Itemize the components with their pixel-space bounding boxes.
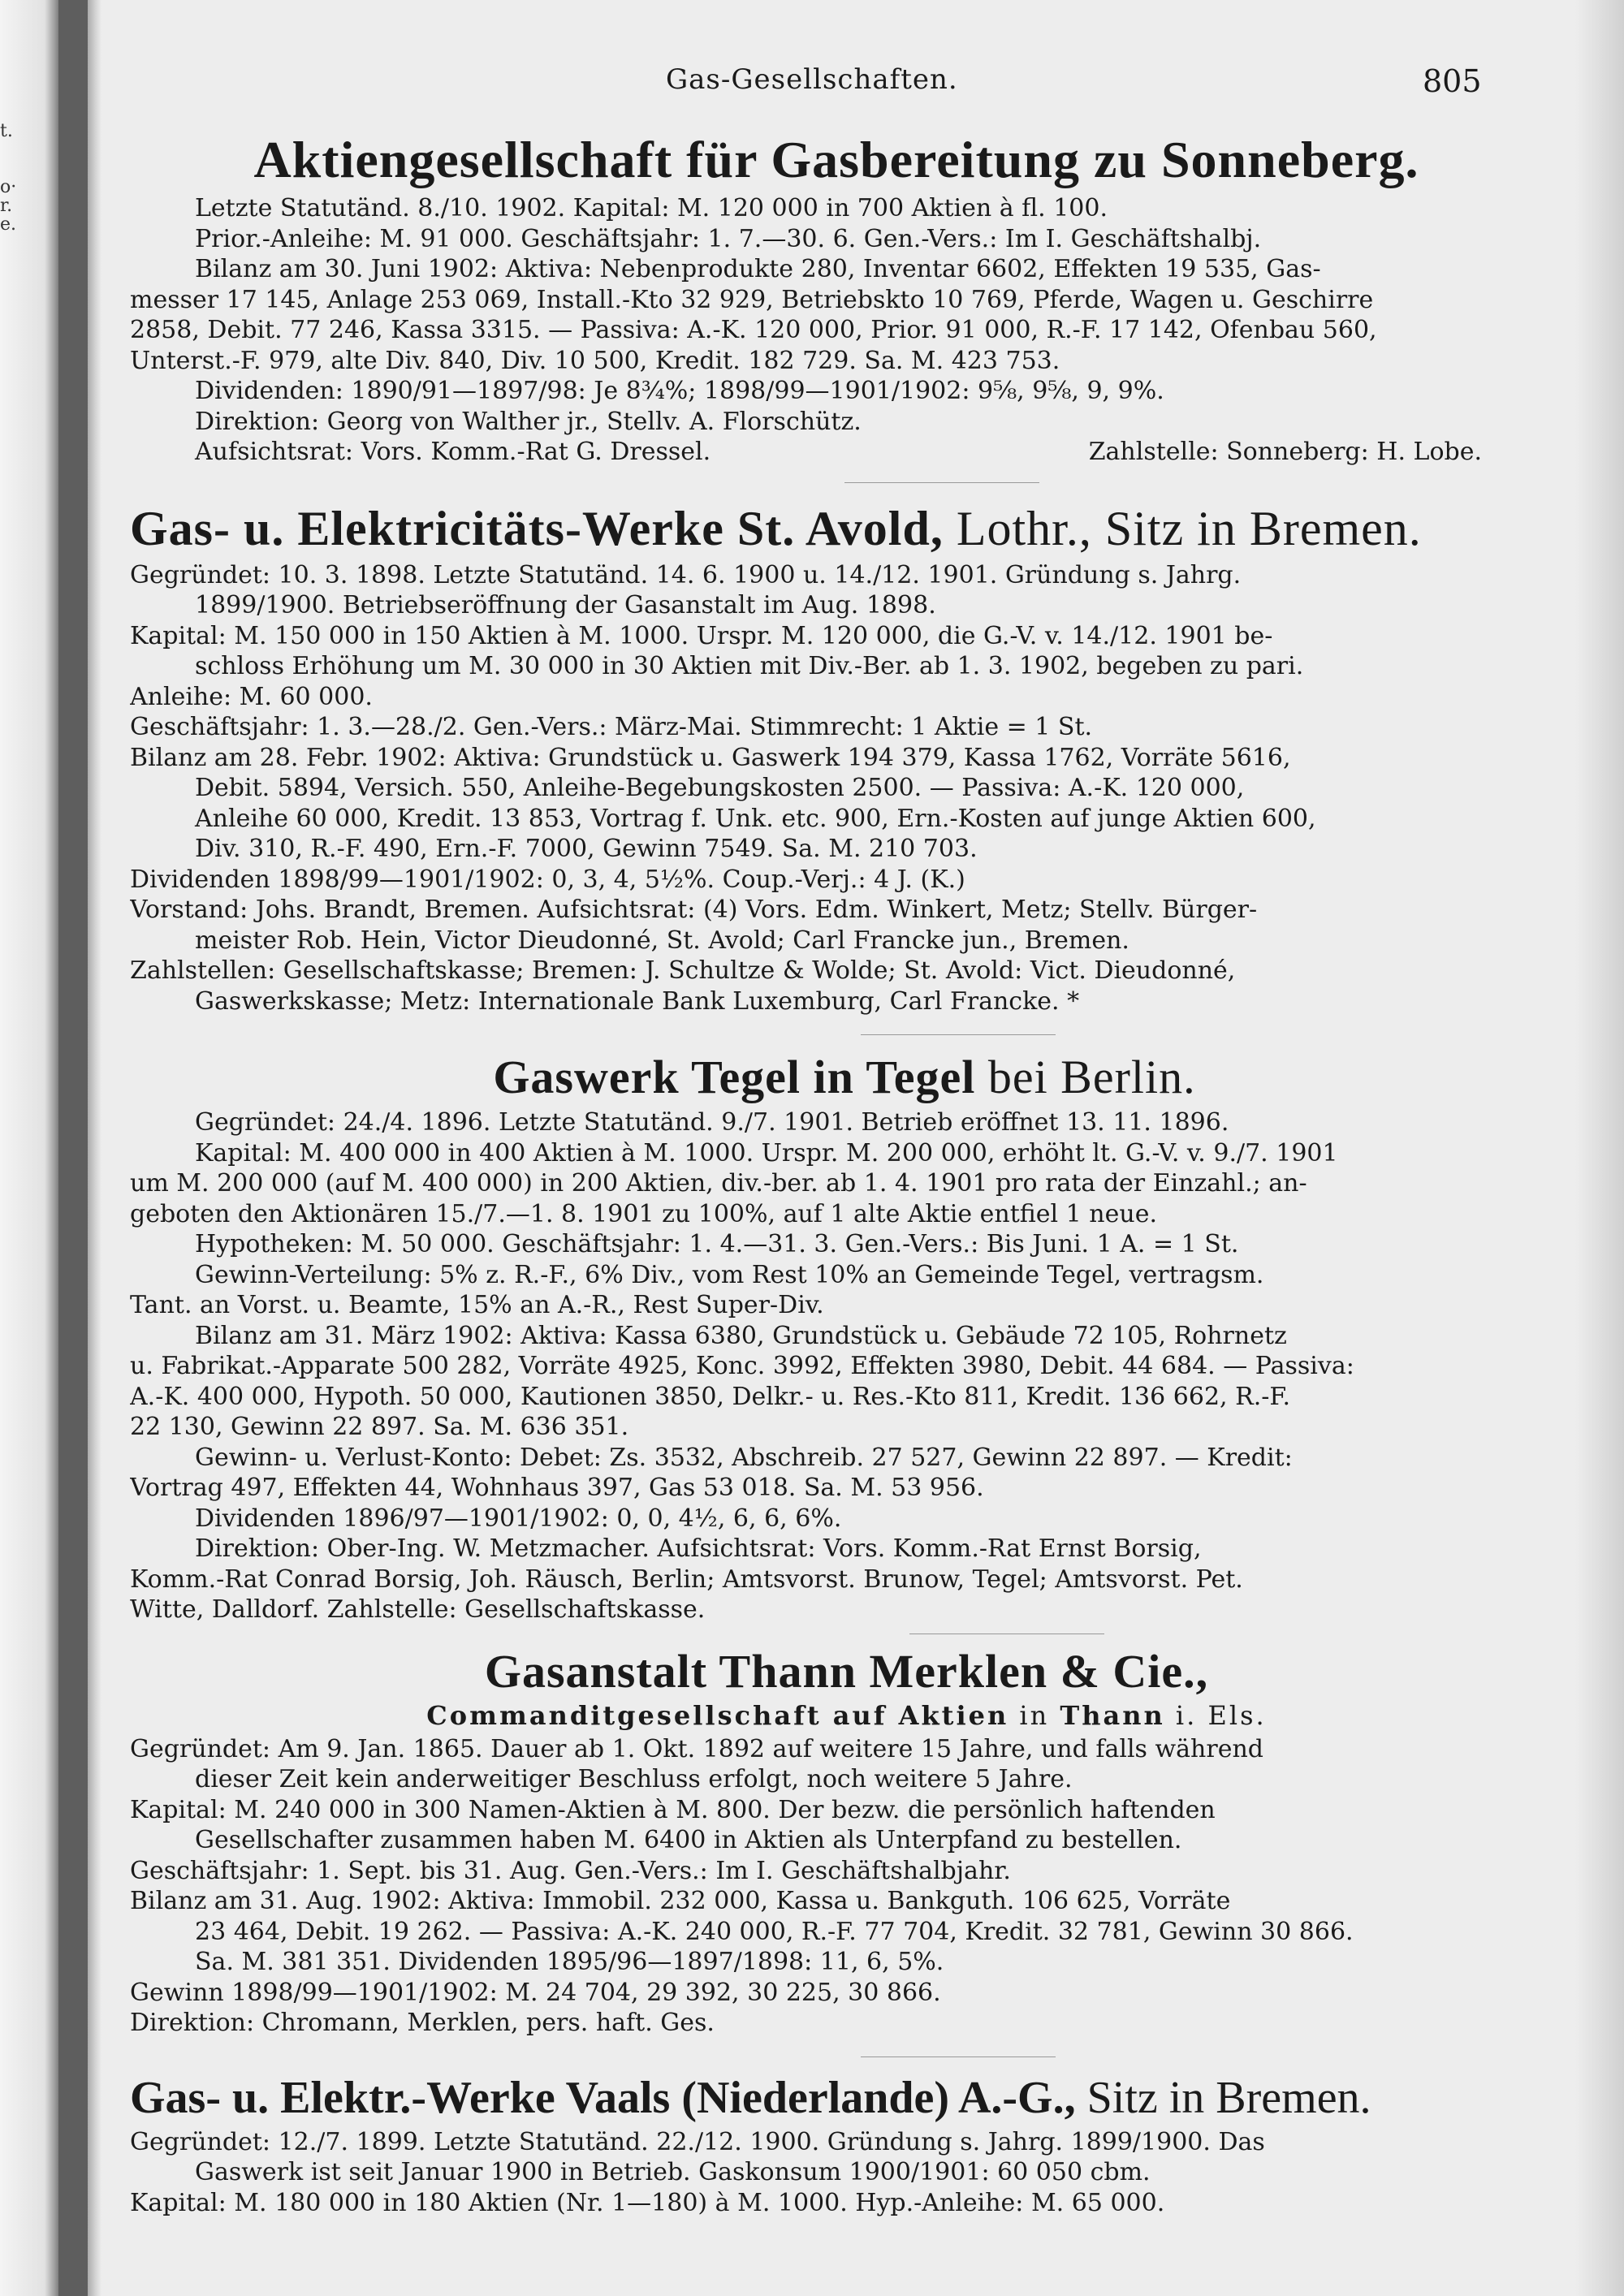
text-line: Zahlstellen: Gesellschaftskasse; Bremen: J. Schultze & Wolde; St. Avold: Vict. Dieudonné, bbox=[130, 956, 1236, 985]
entry-title-rest: bei Berlin. bbox=[975, 1051, 1196, 1103]
text-line: Gegründet: Am 9. Jan. 1865. Dauer ab 1. Okt. 1892 auf weitere 15 Jahre, und falls während bbox=[130, 1734, 1263, 1763]
text-line: Bilanz am 30. Juni 1902: Aktiva: Nebenprodukte 280, Inventar 6602, Effekten 19 535, Gas- bbox=[195, 255, 1321, 283]
text-line: 1899/1900. Betriebseröffnung der Gasanstalt im Aug. 1898. bbox=[195, 591, 936, 619]
entry-st-avold bbox=[130, 501, 1482, 1017]
text-line: messer 17 145, Anlage 253 069, Install.-Kto 32 929, Betriebskto 10 769, Pferde, Wagen u. Geschirre bbox=[130, 285, 1374, 314]
divider bbox=[861, 1034, 1056, 1035]
page-edge-shadow bbox=[1575, 0, 1624, 2296]
subtitle-place: Thann bbox=[1060, 1699, 1165, 1731]
text-line: Gegründet: 12./7. 1899. Letzte Statutänd. 22./12. 1900. Gründung s. Jahrg. 1899/1900. Das bbox=[130, 2127, 1265, 2156]
subtitle-region: i. Els. bbox=[1164, 1699, 1267, 1731]
entry-title-rest: Sitz in Bremen. bbox=[1075, 2072, 1371, 2123]
text-line: u. Fabrikat.-Apparate 500 282, Vorräte 4925, Konc. 3992, Effekten 3980, Debit. 44 684. — Passiva: bbox=[130, 1352, 1354, 1380]
entry-sonneberg bbox=[130, 130, 1482, 468]
text-line: Letzte Statutänd. 8./10. 1902. Kapital: M. 120 000 in 700 Aktien à fl. 100. bbox=[195, 194, 1108, 222]
text-line: Gaswerk ist seit Januar 1900 in Betrieb. Gaskonsum 1900/1901: 60 050 cbm. bbox=[195, 2158, 1151, 2186]
entry-title-main: Gas- u. Elektr.-Werke Vaals (Niederlande) A.-G., bbox=[130, 2072, 1076, 2123]
text-line: Sa. M. 381 351. Dividenden 1895/96—1897/1898: 11, 6, 5%. bbox=[195, 1948, 944, 1976]
entry-vaals bbox=[130, 2072, 1482, 2219]
fragment-text: e. bbox=[0, 215, 17, 234]
entry-body bbox=[130, 193, 1482, 468]
text-line: Anleihe: M. 60 000. bbox=[130, 682, 373, 711]
text-line: Gewinn 1898/99—1901/1902: M. 24 704, 29 392, 30 225, 30 866. bbox=[130, 1978, 941, 2007]
text-line: um M. 200 000 (auf M. 400 000) in 200 Aktien, div.-ber. ab 1. 4. 1901 pro rata der Einzahl.; an- bbox=[130, 1169, 1307, 1198]
text-line: Gewinn- u. Verlust-Konto: Debet: Zs. 3532, Abschreib. 27 527, Gewinn 22 897. — Kredit: bbox=[195, 1443, 1293, 1472]
text-line: Bilanz am 31. Aug. 1902: Aktiva: Immobil. 232 000, Kassa u. Bankguth. 106 625, Vorräte bbox=[130, 1887, 1231, 1915]
text-line: Kapital: M. 150 000 in 150 Aktien à M. 1000. Urspr. M. 120 000, die G.-V. v. 14./12. 1901 be- bbox=[130, 621, 1273, 650]
text-line: Bilanz am 31. März 1902: Aktiva: Kassa 6380, Grundstück u. Gebäude 72 105, Rohrnetz bbox=[195, 1321, 1287, 1350]
divider bbox=[844, 482, 1039, 483]
text-line: schloss Erhöhung um M. 30 000 in 30 Aktien mit Div.-Ber. ab 1. 3. 1902, begeben zu pari. bbox=[195, 652, 1304, 680]
entry-title-main: Gas- u. Elektricitäts-Werke St. Avold, bbox=[130, 501, 944, 555]
text-line: Direktion: Georg von Walther jr., Stellv. A. Florschütz. bbox=[195, 407, 862, 436]
entry-title bbox=[130, 501, 1482, 557]
text-line: Geschäftsjahr: 1. 3.—28./2. Gen.-Vers.: März-Mai. Stimmrecht: 1 Aktie = 1 St. bbox=[130, 713, 1093, 741]
text-line: 23 464, Debit. 19 262. — Passiva: A.-K. 240 000, R.-F. 77 704, Kredit. 32 781, Gewinn 30 866. bbox=[195, 1917, 1354, 1946]
text-line: Kapital: M. 240 000 in 300 Namen-Aktien à M. 800. Der bezw. die persönlich haftenden bbox=[130, 1795, 1216, 1824]
text-line: Prior.-Anleihe: M. 91 000. Geschäftsjahr: 1. 7.—30. 6. Gen.-Vers.: Im I. Geschäftshalbj. bbox=[195, 224, 1262, 253]
entry-body bbox=[130, 1734, 1482, 2039]
text-line: Hypotheken: M. 50 000. Geschäftsjahr: 1. 4.—31. 3. Gen.-Vers.: Bis Juni. 1 A. = 1 St. bbox=[195, 1230, 1239, 1258]
text-line: Gesellschafter zusammen haben M. 6400 in Aktien als Unterpfand zu bestellen. bbox=[195, 1826, 1182, 1854]
text-line: Unterst.-F. 979, alte Div. 840, Div. 10 500, Kredit. 182 729. Sa. M. 423 753. bbox=[130, 346, 1060, 375]
divider bbox=[861, 2056, 1056, 2057]
text-line: Geschäftsjahr: 1. Sept. bis 31. Aug. Gen.-Vers.: Im I. Geschäftshalbjahr. bbox=[130, 1856, 1011, 1885]
text-line: Div. 310, R.-F. 490, Ern.-F. 7000, Gewinn 7549. Sa. M. 210 703. bbox=[195, 835, 978, 863]
text-line: Kapital: M. 400 000 in 400 Aktien à M. 1000. Urspr. M. 200 000, erhöht lt. G.-V. v. 9./7. 1901 bbox=[195, 1138, 1338, 1167]
text-line: 2858, Debit. 77 246, Kassa 3315. — Passiva: A.-K. 120 000, Prior. 91 000, R.-F. 17 142, Ofenbau 560, bbox=[130, 316, 1377, 344]
book-spine bbox=[58, 0, 88, 2296]
page-number: 805 bbox=[1423, 63, 1482, 99]
text-line: A.-K. 400 000, Hypoth. 50 000, Kautionen 3850, Delkr.- u. Res.-Kto 811, Kredit. 136 662, R.-F. bbox=[130, 1382, 1291, 1411]
entry-subtitle bbox=[211, 1700, 1482, 1731]
subtitle-company-form: Commanditgesellschaft auf Aktien bbox=[426, 1699, 1009, 1731]
fragment-text: o· bbox=[0, 178, 17, 196]
paying-agent: Zahlstelle: Sonneberg: H. Lobe. bbox=[1088, 438, 1482, 466]
text-line: Anleihe 60 000, Kredit. 13 853, Vortrag f. Unk. etc. 900, Ern.-Kosten auf junge Aktien 600, bbox=[195, 804, 1316, 833]
page-content bbox=[130, 130, 1482, 2218]
text-line: Gaswerkskasse; Metz: Internationale Bank Luxemburg, Carl Francke. * bbox=[195, 986, 1080, 1016]
text-line: Direktion: Chromann, Merklen, pers. haft. Ges. bbox=[130, 2009, 715, 2037]
entry-body bbox=[130, 560, 1482, 1017]
entry-thann bbox=[130, 1644, 1482, 2039]
text-line: meister Rob. Hein, Victor Dieudonné, St. Avold; Carl Francke jun., Bremen. bbox=[195, 926, 1129, 955]
entry-title-rest: Lothr., Sitz in Bremen. bbox=[943, 501, 1422, 555]
text-line: Komm.-Rat Conrad Borsig, Joh. Räusch, Berlin; Amtsvorst. Brunow, Tegel; Amtsvorst. Pet. bbox=[130, 1564, 1243, 1594]
text-line: Gegründet: 24./4. 1896. Letzte Statutänd. 9./7. 1901. Betrieb eröffnet 13. 11. 1896. bbox=[195, 1108, 1229, 1137]
entry-title-main: Gaswerk Tegel in Tegel bbox=[493, 1051, 976, 1103]
text-line: Vorstand: Johs. Brandt, Bremen. Aufsichtsrat: (4) Vors. Edm. Winkert, Metz; Stellv. Bürger- bbox=[130, 896, 1258, 924]
entry-tegel bbox=[130, 1050, 1482, 1625]
entry-body bbox=[130, 1107, 1482, 1625]
text-line: Dividenden 1898/99—1901/1902: 0, 3, 4, 5½%. Coup.-Verj.: 4 J. (K.) bbox=[130, 865, 965, 894]
entry-title: Gasanstalt Thann Merklen & Cie., bbox=[484, 1644, 1209, 1698]
entry-title bbox=[207, 1050, 1482, 1104]
running-header: Gas-Gesellschaften. bbox=[666, 63, 958, 96]
text-line: Tant. an Vorst. u. Beamte, 15% an A.-R., Rest Super-Div. bbox=[130, 1291, 824, 1319]
text-line: dieser Zeit kein anderweitiger Beschluss erfolgt, noch weitere 5 Jahre. bbox=[195, 1765, 1073, 1793]
subtitle-in: in bbox=[1009, 1699, 1060, 1731]
text-line: Gewinn-Verteilung: 5% z. R.-F., 6% Div., vom Rest 10% an Gemeinde Tegel, vertragsm. bbox=[195, 1260, 1264, 1289]
fragment-text: t. bbox=[0, 122, 13, 140]
fragment-text: r. bbox=[0, 196, 13, 215]
text-line: geboten den Aktionären 15./7.—1. 8. 1901 zu 100%, auf 1 alte Aktie entfiel 1 neue. bbox=[130, 1199, 1157, 1228]
text-line: Bilanz am 28. Febr. 1902: Aktiva: Grundstück u. Gaswerk 194 379, Kassa 1762, Vorräte 5616, bbox=[130, 743, 1291, 772]
text-line: Vortrag 497, Effekten 44, Wohnhaus 397, Gas 53 018. Sa. M. 53 956. bbox=[130, 1474, 984, 1502]
previous-page-fragment bbox=[0, 122, 21, 234]
supervisory-board: Aufsichtsrat: Vors. Komm.-Rat G. Dressel. bbox=[195, 438, 711, 466]
text-line: Dividenden: 1890/91—1897/98: Je 8¾%; 1898/99—1901/1902: 9⅝, 9⅝, 9, 9%. bbox=[195, 377, 1164, 405]
text-line: Kapital: M. 180 000 in 180 Aktien (Nr. 1—180) à M. 1000. Hyp.-Anleihe: M. 65 000. bbox=[130, 2188, 1165, 2217]
entry-title: Aktiengesellschaft für Gasbereitung zu Sonneberg. bbox=[253, 131, 1419, 188]
text-line: Gegründet: 10. 3. 1898. Letzte Statutänd. 14. 6. 1900 u. 14./12. 1901. Gründung s. Jahrg. bbox=[130, 560, 1242, 589]
entry-title bbox=[130, 2072, 1482, 2124]
text-line: Debit. 5894, Versich. 550, Anleihe-Begebungskosten 2500. — Passiva: A.-K. 120 000, bbox=[195, 774, 1245, 802]
text-line: Dividenden 1896/97—1901/1902: 0, 0, 4½, 6, 6, 6%. bbox=[195, 1504, 842, 1533]
text-line: Direktion: Ober-Ing. W. Metzmacher. Aufsichtsrat: Vors. Komm.-Rat Ernst Borsig, bbox=[195, 1534, 1202, 1563]
entry-body bbox=[130, 2127, 1482, 2219]
text-line: Witte, Dalldorf. Zahlstelle: Gesellschaftskasse. bbox=[130, 1595, 706, 1624]
text-line bbox=[130, 437, 1482, 468]
text-line: 22 130, Gewinn 22 897. Sa. M. 636 351. bbox=[130, 1413, 629, 1441]
